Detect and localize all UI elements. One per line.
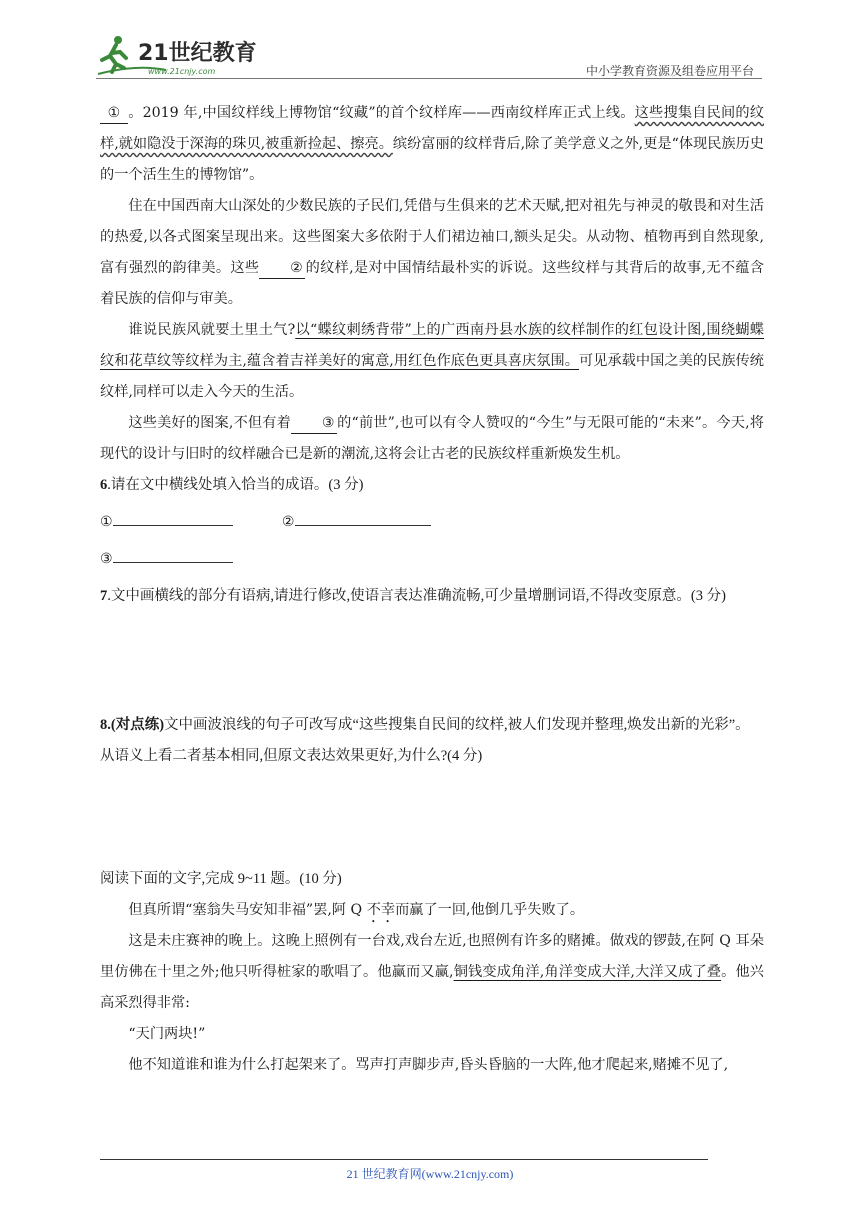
wavy-sentence: 这些搜集自民间的纹样,就如隐没于深海的珠贝,被重新捡起、擦亮。 [100,105,764,152]
blank-3: ③ [291,413,337,434]
answer-space-7[interactable] [100,612,764,710]
footer-divider [100,1159,708,1160]
answer-row-2: ③ [100,544,764,575]
answer-line-3[interactable] [113,544,233,563]
reading-paragraph-4: 他不知道谁和谁为什么打起架来了。骂声打声脚步声,昏头昏脑的一大阵,他才爬起来,赌摊不见了, [128,1057,729,1073]
question-8: 8.(对点练)文中画波浪线的句子可改写成“这些搜集自民间的纹样,被人们发现并整理,焕发出新的光彩”。从语义上看二者基本相同,但原文表达效果更好,为什么?(4 分) [100,717,750,764]
answer-line-2[interactable] [295,507,431,526]
dotted-word: 不幸 [366,902,396,918]
passage-paragraph-4: 这些美好的图案,不但有着 ③ 的“前世”,也可以有令人赞叹的“今生”与无限可能的“未来”。今天,将现代的设计与旧时的纹样融合已是新的潮流,这将会让古老的民族纹样重新焕发生机。 [100,415,764,462]
question-7: 7.文中画横线的部分有语病,请进行修改,使语言表达准确流畅,可少量增删词语,不得改变原意。(3 分) [100,588,726,604]
passage-paragraph-1: ① 。2019 年,中国纹样线上博物馆“纹藏”的首个纹样库——西南纹样库正式上线。这些搜集自民间的纹样,就如隐没于深海的珠贝,被重新捡起、擦亮。缤纷富丽的纹样背后,除了美学意义之外,更是“体现民族历史的一个活生生的博物馆”。 [100,105,764,183]
reading-paragraph-3: “天门两块!” [128,1026,206,1042]
header-platform-text: 中小学教育资源及组卷应用平台 [585,64,754,78]
reading-paragraph-1: 但真所谓“塞翁失马安知非福”罢,阿 Q 不幸而赢了一回,他倒几乎失败了。 [128,902,585,918]
passage-paragraph-2: 住在中国西南大山深处的少数民族的子民们,凭借与生俱来的艺术天赋,把对祖先与神灵的敬畏和对生活的热爱,以各式图案呈现出来。这些图案大多依附于人们裙边袖口,额头足尖。从动物、植物再到自然现象,富有强烈的韵律美。这些 ② 的纹样,是对中国情结最朴实的诉说。这些纹样与其背后的故事,无不蕴含着民族的信仰与审美。 [100,198,764,307]
underlined-sentence: 以“蝶纹刺绣背带”上的广西南丹县水族的纹样制作的红包设计图,围绕蝴蝶纹和花草纹等纹样为主,蕴含着吉祥美好的寓意,用红色作底色更具喜庆氛围。 [100,322,764,369]
logo [96,34,266,78]
page-header [96,34,762,80]
passage-paragraph-3: 谁说民族风就要土里土气?以“蝶纹刺绣背带”上的广西南丹县水族的纹样制作的红包设计图,围绕蝴蝶纹和花草纹等纹样为主,蕴含着吉祥美好的寓意,用红色作底色更具喜庆氛围。可见承载中国之美的民族传统纹样,同样可以走入今天的生活。 [100,322,764,400]
answer-row-1: ① ② [100,507,764,538]
blank-1: ① [100,103,128,124]
reading-underlined: 铜钱变成角洋,角洋变成大洋,大洋又成了叠 [453,964,722,980]
header-divider [96,78,762,79]
page-content [100,98,764,1081]
reading-intro: 阅读下面的文字,完成 9~11 题。(10 分) [100,871,342,887]
logo-url-text: www.21cnjy.com [148,67,216,76]
answer-space-8[interactable] [100,772,764,864]
question-6: 6.请在文中横线处填入恰当的成语。(3 分) [100,477,364,493]
footer-text[interactable]: 21 世纪教育网(www.21cnjy.com) [346,1167,514,1181]
reading-paragraph-2: 这是未庄赛神的晚上。这晚上照例有一台戏,戏台左近,也照例有许多的赌摊。做戏的锣鼓,在阿 Q 耳朵里仿佛在十里之外;他只听得桩家的歌唱了。他赢而又赢,铜钱变成角洋,角洋变成大洋,大洋又成了叠。他兴高采烈得非常: [100,933,764,1011]
logo-main-text: 21世纪教育 [138,41,257,66]
blank-2: ② [259,258,305,279]
answer-line-1[interactable] [113,507,233,526]
